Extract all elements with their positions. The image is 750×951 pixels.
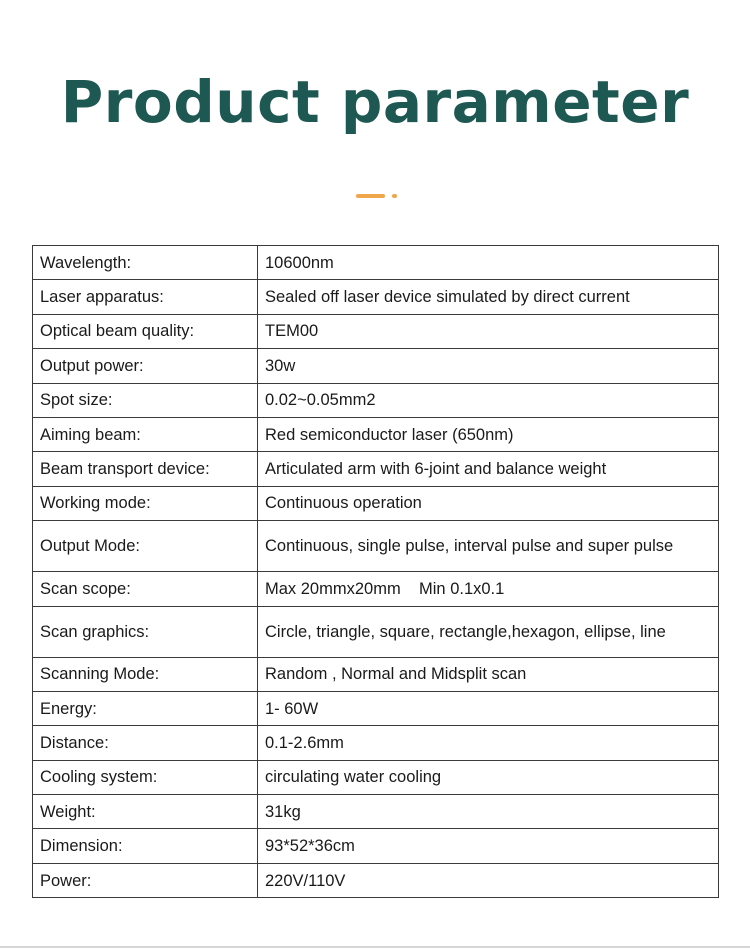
table-row [33, 417, 719, 451]
parameter-label: Distance: [33, 726, 258, 760]
parameter-value: 0.02~0.05mm2 [258, 383, 719, 417]
parameter-value: 31kg [258, 795, 719, 829]
table-row [33, 452, 719, 486]
accent-dash [356, 194, 385, 198]
parameter-label: Scan graphics: [33, 606, 258, 657]
parameter-label: Optical beam quality: [33, 314, 258, 348]
table-row [33, 383, 719, 417]
parameter-label: Output Mode: [33, 521, 258, 572]
parameter-label: Output power: [33, 349, 258, 383]
parameter-label: Dimension: [33, 829, 258, 863]
parameter-value: Max 20mmx20mm Min 0.1x0.1 [258, 572, 719, 606]
table-row [33, 657, 719, 691]
table-row [33, 486, 719, 520]
table-row [33, 829, 719, 863]
parameter-value: TEM00 [258, 314, 719, 348]
parameter-value: Continuous, single pulse, interval pulse and super pulse [258, 521, 719, 572]
parameter-value: 220V/110V [258, 863, 719, 897]
table-row [33, 280, 719, 314]
parameter-label: Energy: [33, 691, 258, 725]
table-row [33, 572, 719, 606]
table-row [33, 726, 719, 760]
table-row [33, 606, 719, 657]
parameter-value: Continuous operation [258, 486, 719, 520]
parameter-value: 93*52*36cm [258, 829, 719, 863]
parameter-label: Wavelength: [33, 246, 258, 280]
parameter-label: Scanning Mode: [33, 657, 258, 691]
parameter-value: Sealed off laser device simulated by direct current [258, 280, 719, 314]
parameter-label: Laser apparatus: [33, 280, 258, 314]
parameter-value: Circle, triangle, square, rectangle,hexagon, ellipse, line [258, 606, 719, 657]
table-row [33, 521, 719, 572]
parameter-value: 30w [258, 349, 719, 383]
parameter-value: 1- 60W [258, 691, 719, 725]
parameter-label: Beam transport device: [33, 452, 258, 486]
parameter-label: Spot size: [33, 383, 258, 417]
parameter-table [32, 245, 719, 898]
table-row [33, 795, 719, 829]
parameter-label: Cooling system: [33, 760, 258, 794]
parameter-label: Aiming beam: [33, 417, 258, 451]
table-row [33, 349, 719, 383]
parameter-label: Scan scope: [33, 572, 258, 606]
parameter-value: 10600nm [258, 246, 719, 280]
parameter-value: 0.1-2.6mm [258, 726, 719, 760]
footer-divider [0, 946, 750, 948]
table-row [33, 760, 719, 794]
page-title: Product parameter [60, 68, 690, 136]
table-row [33, 314, 719, 348]
parameter-table-body [33, 246, 719, 898]
parameter-value: Random , Normal and Midsplit scan [258, 657, 719, 691]
parameter-value: Articulated arm with 6-joint and balance weight [258, 452, 719, 486]
table-row [33, 691, 719, 725]
accent-dot [392, 194, 397, 198]
parameter-label: Weight: [33, 795, 258, 829]
table-row [33, 863, 719, 897]
parameter-label: Working mode: [33, 486, 258, 520]
parameter-label: Power: [33, 863, 258, 897]
table-row [33, 246, 719, 280]
parameter-value: Red semiconductor laser (650nm) [258, 417, 719, 451]
parameter-value: circulating water cooling [258, 760, 719, 794]
